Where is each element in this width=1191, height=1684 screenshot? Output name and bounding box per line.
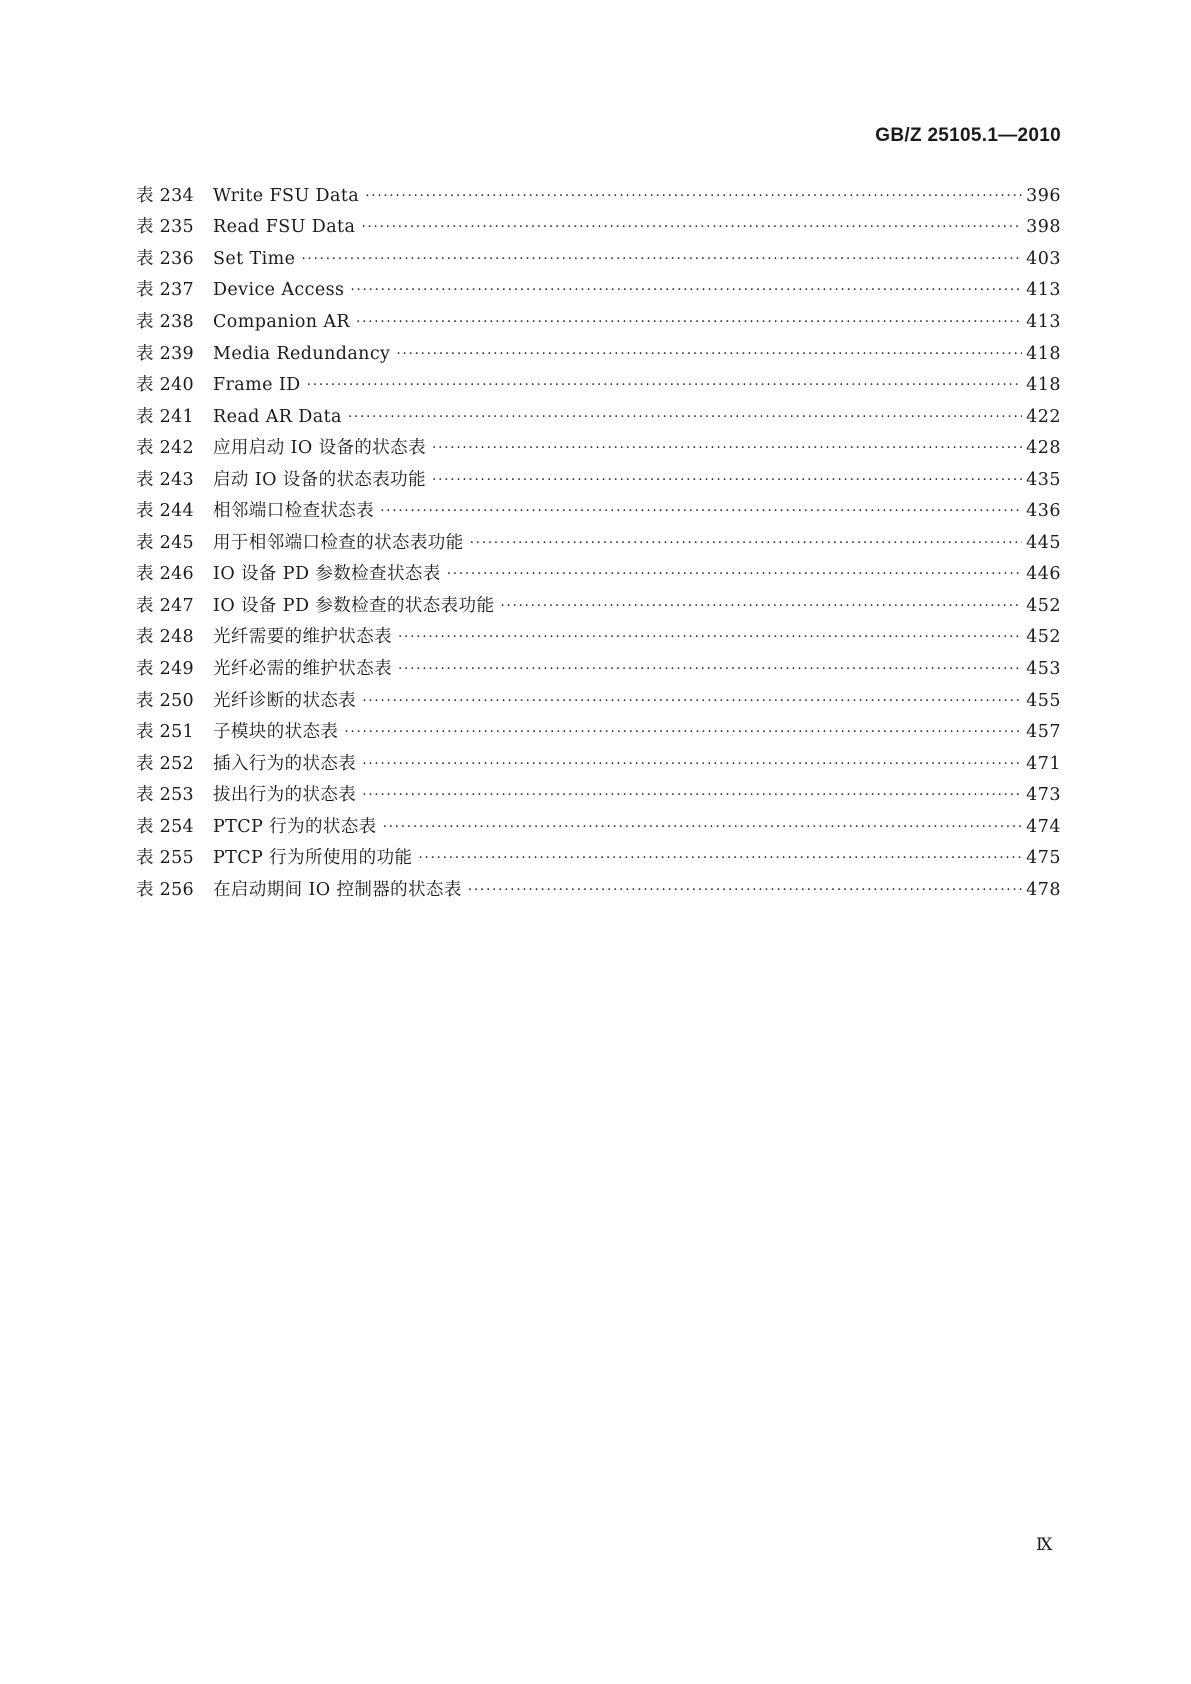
toc-entry[interactable] xyxy=(136,495,1061,527)
dot-leader xyxy=(430,437,1022,459)
toc-entry-page: 398 xyxy=(1026,217,1061,238)
toc-entry-number: 表 245 xyxy=(136,532,194,553)
toc-entry-title: 插入行为的状态表 xyxy=(213,753,357,774)
toc-entry[interactable] xyxy=(136,748,1061,780)
toc-entry[interactable] xyxy=(136,306,1061,338)
toc-entry-page: 457 xyxy=(1026,722,1061,743)
toc-entry-number: 表 234 xyxy=(136,185,194,206)
toc-entry-title: 用于相邻端口检查的状态表功能 xyxy=(213,532,464,553)
toc-entry-number: 表 247 xyxy=(136,595,194,616)
dot-leader xyxy=(416,847,1022,869)
toc-entry-page: 435 xyxy=(1026,469,1061,490)
dot-leader xyxy=(430,469,1022,491)
toc-entry-title: 在启动期间 IO 控制器的状态表 xyxy=(213,879,462,900)
toc-entry[interactable] xyxy=(136,180,1061,212)
toc-entry-page: 452 xyxy=(1026,595,1061,616)
toc-entry-title: 拔出行为的状态表 xyxy=(213,785,357,806)
dot-leader xyxy=(363,185,1022,207)
toc-entry-page: 422 xyxy=(1026,406,1061,427)
toc-entry[interactable] xyxy=(136,527,1061,559)
dot-leader xyxy=(378,500,1022,522)
dot-leader xyxy=(360,784,1022,806)
toc-entry[interactable] xyxy=(136,369,1061,401)
toc-entry[interactable] xyxy=(136,275,1061,307)
toc-entry[interactable] xyxy=(136,243,1061,275)
toc-entry-title: PTCP 行为所使用的功能 xyxy=(213,848,413,869)
toc-entry-page: 478 xyxy=(1026,879,1061,900)
toc-entry[interactable] xyxy=(136,464,1061,496)
toc-entry-title: Media Redundancy xyxy=(213,343,391,364)
toc-entry-number: 表 244 xyxy=(136,501,194,522)
dot-leader xyxy=(299,248,1022,270)
dot-leader xyxy=(394,343,1022,365)
toc-entry-title: 光纤需要的维护状态表 xyxy=(213,627,392,648)
toc-entry-page: 413 xyxy=(1026,280,1061,301)
toc-entry[interactable] xyxy=(136,842,1061,874)
toc-entry-number: 表 239 xyxy=(136,343,194,364)
toc-entry-number: 表 240 xyxy=(136,375,194,396)
toc-entry-title: 子模块的状态表 xyxy=(213,722,339,743)
dot-leader xyxy=(445,563,1022,585)
toc-entry-title: Device Access xyxy=(213,280,345,301)
toc-entry-number: 表 248 xyxy=(136,627,194,648)
dot-leader xyxy=(381,816,1023,838)
toc-entry-page: 418 xyxy=(1026,343,1061,364)
dot-leader xyxy=(396,626,1022,648)
toc-entry-number: 表 254 xyxy=(136,816,194,837)
toc-entry-number: 表 252 xyxy=(136,753,194,774)
table-list-toc xyxy=(136,180,1061,906)
toc-entry-number: 表 237 xyxy=(136,280,194,301)
dot-leader xyxy=(396,658,1022,680)
toc-entry-page: 428 xyxy=(1026,438,1061,459)
toc-entry[interactable] xyxy=(136,811,1061,843)
toc-entry-title: Companion AR xyxy=(213,311,351,332)
toc-entry-page: 396 xyxy=(1026,185,1061,206)
toc-entry-page: 455 xyxy=(1026,690,1061,711)
toc-entry-title: 应用启动 IO 设备的状态表 xyxy=(213,438,426,459)
toc-entry-number: 表 242 xyxy=(136,438,194,459)
dot-leader xyxy=(468,532,1022,554)
document-id-header: GB/Z 25105.1—2010 xyxy=(875,125,1061,146)
toc-entry-title: Frame ID xyxy=(213,375,301,396)
toc-entry[interactable] xyxy=(136,685,1061,717)
toc-entry[interactable] xyxy=(136,212,1061,244)
toc-entry-number: 表 253 xyxy=(136,785,194,806)
dot-leader xyxy=(360,753,1022,775)
toc-entry-title: 光纤必需的维护状态表 xyxy=(213,658,392,679)
toc-entry-number: 表 243 xyxy=(136,469,194,490)
toc-entry[interactable] xyxy=(136,874,1061,906)
toc-entry[interactable] xyxy=(136,716,1061,748)
toc-entry-page: 403 xyxy=(1026,248,1061,269)
toc-entry-title: Write FSU Data xyxy=(213,185,360,206)
toc-entry-number: 表 251 xyxy=(136,722,194,743)
toc-entry-number: 表 249 xyxy=(136,658,194,679)
toc-entry-title: 启动 IO 设备的状态表功能 xyxy=(213,469,426,490)
dot-leader xyxy=(359,216,1022,238)
toc-entry[interactable] xyxy=(136,559,1061,591)
dot-leader xyxy=(342,721,1022,743)
toc-entry-page: 436 xyxy=(1026,501,1061,522)
dot-leader xyxy=(360,690,1022,712)
toc-entry[interactable] xyxy=(136,622,1061,654)
toc-entry-title: 光纤诊断的状态表 xyxy=(213,690,357,711)
toc-entry-title: Read AR Data xyxy=(213,406,342,427)
toc-entry-page: 445 xyxy=(1026,532,1061,553)
toc-entry-number: 表 241 xyxy=(136,406,194,427)
toc-entry[interactable] xyxy=(136,432,1061,464)
toc-entry-title: IO 设备 PD 参数检查的状态表功能 xyxy=(213,595,495,616)
toc-entry-page: 446 xyxy=(1026,564,1061,585)
dot-leader xyxy=(305,374,1022,396)
toc-entry-page: 418 xyxy=(1026,375,1061,396)
toc-entry-page: 452 xyxy=(1026,627,1061,648)
toc-entry[interactable] xyxy=(136,401,1061,433)
toc-entry-title: Read FSU Data xyxy=(213,217,356,238)
dot-leader xyxy=(466,879,1022,901)
toc-entry-page: 413 xyxy=(1026,311,1061,332)
toc-entry-number: 表 235 xyxy=(136,217,194,238)
toc-entry[interactable] xyxy=(136,779,1061,811)
toc-entry-number: 表 246 xyxy=(136,564,194,585)
toc-entry-title: PTCP 行为的状态表 xyxy=(213,816,377,837)
page-number-footer: Ⅸ xyxy=(1036,1535,1053,1555)
toc-entry[interactable] xyxy=(136,653,1061,685)
toc-entry-page: 475 xyxy=(1026,848,1061,869)
toc-entry-number: 表 256 xyxy=(136,879,194,900)
dot-leader xyxy=(348,279,1022,301)
toc-entry-page: 473 xyxy=(1026,785,1061,806)
toc-entry-page: 453 xyxy=(1026,658,1061,679)
dot-leader xyxy=(346,406,1022,428)
toc-entry-title: Set Time xyxy=(213,248,296,269)
toc-entry-title: 相邻端口检查状态表 xyxy=(213,501,375,522)
toc-entry-number: 表 236 xyxy=(136,248,194,269)
dot-leader xyxy=(354,311,1022,333)
toc-entry[interactable] xyxy=(136,590,1061,622)
toc-entry-number: 表 250 xyxy=(136,690,194,711)
toc-entry-page: 471 xyxy=(1026,753,1061,774)
dot-leader xyxy=(498,595,1022,617)
toc-entry-number: 表 238 xyxy=(136,311,194,332)
toc-entry-page: 474 xyxy=(1026,816,1061,837)
toc-entry-title: IO 设备 PD 参数检查状态表 xyxy=(213,564,441,585)
toc-entry[interactable] xyxy=(136,338,1061,370)
toc-entry-number: 表 255 xyxy=(136,848,194,869)
